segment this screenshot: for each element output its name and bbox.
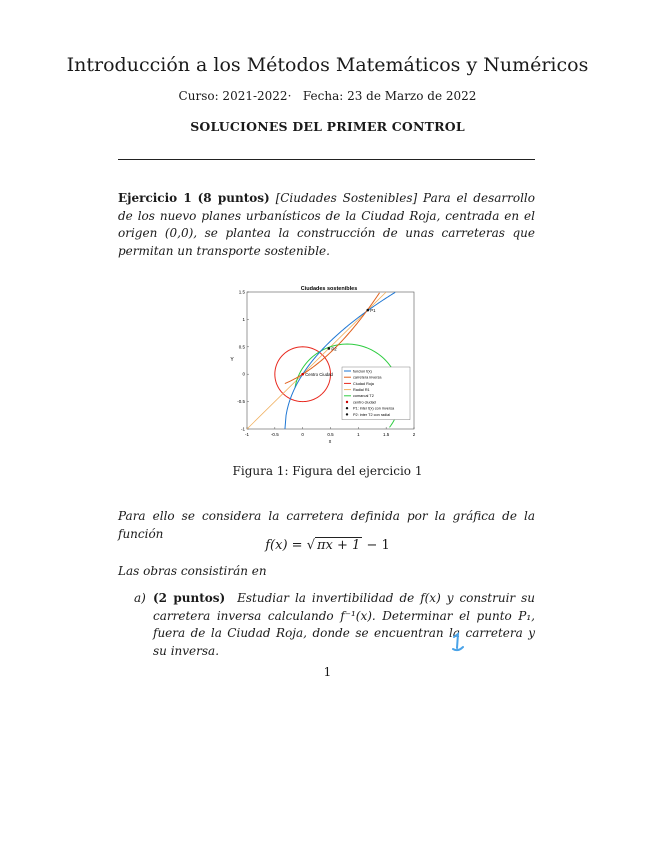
intro-paragraph: Para ello se considera la carretera definida por la gráfica de la función bbox=[118, 509, 535, 541]
course-text: Curso: 2021-2022· bbox=[178, 89, 292, 103]
legend-marker bbox=[346, 413, 348, 415]
legend-label: carretera inversa bbox=[353, 375, 382, 380]
chart-title: Ciudades sostenibles bbox=[300, 286, 358, 292]
works-paragraph: Las obras consistirán en bbox=[118, 564, 267, 578]
legend-label: funcion f(x) bbox=[353, 369, 372, 374]
x-tick-label: -0.5 bbox=[270, 432, 279, 437]
x-tick-label: -1 bbox=[244, 432, 250, 437]
item-a bbox=[118, 590, 536, 658]
section-heading: SOLUCIONES DEL PRIMER CONTROL bbox=[190, 119, 465, 134]
chart-legend bbox=[342, 367, 410, 420]
chart-point-label: P2 bbox=[331, 346, 337, 352]
exercise-points: (8 puntos) bbox=[197, 191, 270, 205]
x-tick-label: 0.5 bbox=[327, 432, 334, 437]
y-tick-label: 1.5 bbox=[238, 289, 245, 295]
page-title: Introducción a los Métodos Matemáticos y Numéricos bbox=[66, 54, 589, 76]
legend-label: Ciudad Roja bbox=[353, 381, 374, 386]
exercise-statement bbox=[118, 190, 535, 260]
course-date-line bbox=[0, 89, 655, 103]
page-number: 1 bbox=[323, 665, 332, 679]
sqrt-symbol: √ bbox=[306, 538, 315, 553]
date-text: Fecha: 23 de Marzo de 2022 bbox=[302, 89, 477, 103]
y-tick-label: -0.5 bbox=[237, 399, 245, 405]
formula-root: πx + 1 bbox=[317, 538, 361, 553]
y-tick-label: 0.5 bbox=[238, 344, 245, 350]
chart-point bbox=[366, 309, 369, 312]
y-axis-label: Y bbox=[230, 357, 234, 363]
y-tick-label: -1 bbox=[240, 426, 245, 432]
chart-point-label: P1 bbox=[370, 308, 376, 314]
legend-label: Radial R1 bbox=[353, 388, 370, 392]
figure-chart bbox=[228, 283, 426, 445]
x-tick-label: 2 bbox=[412, 432, 416, 437]
formula bbox=[0, 538, 655, 553]
x-tick-label: 0 bbox=[301, 432, 304, 437]
x-tick-label: 1 bbox=[357, 432, 360, 437]
figure-caption: Figura 1: Figura del ejercicio 1 bbox=[232, 464, 423, 478]
legend-label: centro ciudad bbox=[353, 400, 376, 405]
x-tick-label: 1.5 bbox=[383, 432, 390, 437]
formula-rhs: − 1 bbox=[362, 538, 390, 553]
chart-point bbox=[301, 373, 304, 376]
formula-lhs: f(x) = bbox=[265, 538, 307, 553]
legend-label: comarcal T2 bbox=[353, 394, 374, 399]
legend-label: P2: inter T2 con radial bbox=[353, 412, 391, 417]
legend-label: P1: inter f(x) con inversa bbox=[353, 406, 395, 411]
horizontal-rule bbox=[118, 159, 535, 160]
exercise-label: Ejercicio 1 bbox=[118, 191, 192, 205]
item-a-label: a) bbox=[134, 591, 146, 605]
y-tick-label: 1 bbox=[242, 316, 245, 322]
y-tick-label: 0 bbox=[242, 371, 245, 377]
x-axis-label: x bbox=[328, 439, 332, 445]
chart-point bbox=[328, 347, 331, 350]
chart-point-label: Centro Ciudad bbox=[305, 372, 333, 378]
legend-marker bbox=[346, 401, 348, 403]
item-a-points: (2 puntos) bbox=[153, 591, 226, 605]
exercise-intro: [Ciudades Sostenibles] Para el desarrollo de los nuevo planes urbanísticos de la Ciudad Roja, centrada en el origen (0,0), se plantea la construcción de unas carreteras que permitan un transporte sostenible. bbox=[118, 191, 535, 258]
item-a-body bbox=[153, 590, 535, 660]
item-a-text: Estudiar la invertibilidad de f(x) y construir su carretera inversa calculando f⁻¹(x). Determinar el punto P₁, fuera de la Ciudad Roja, donde se encuentran la carretera y su inversa. bbox=[153, 591, 536, 658]
legend-marker bbox=[346, 407, 348, 409]
handwritten-mark-icon bbox=[449, 632, 465, 654]
